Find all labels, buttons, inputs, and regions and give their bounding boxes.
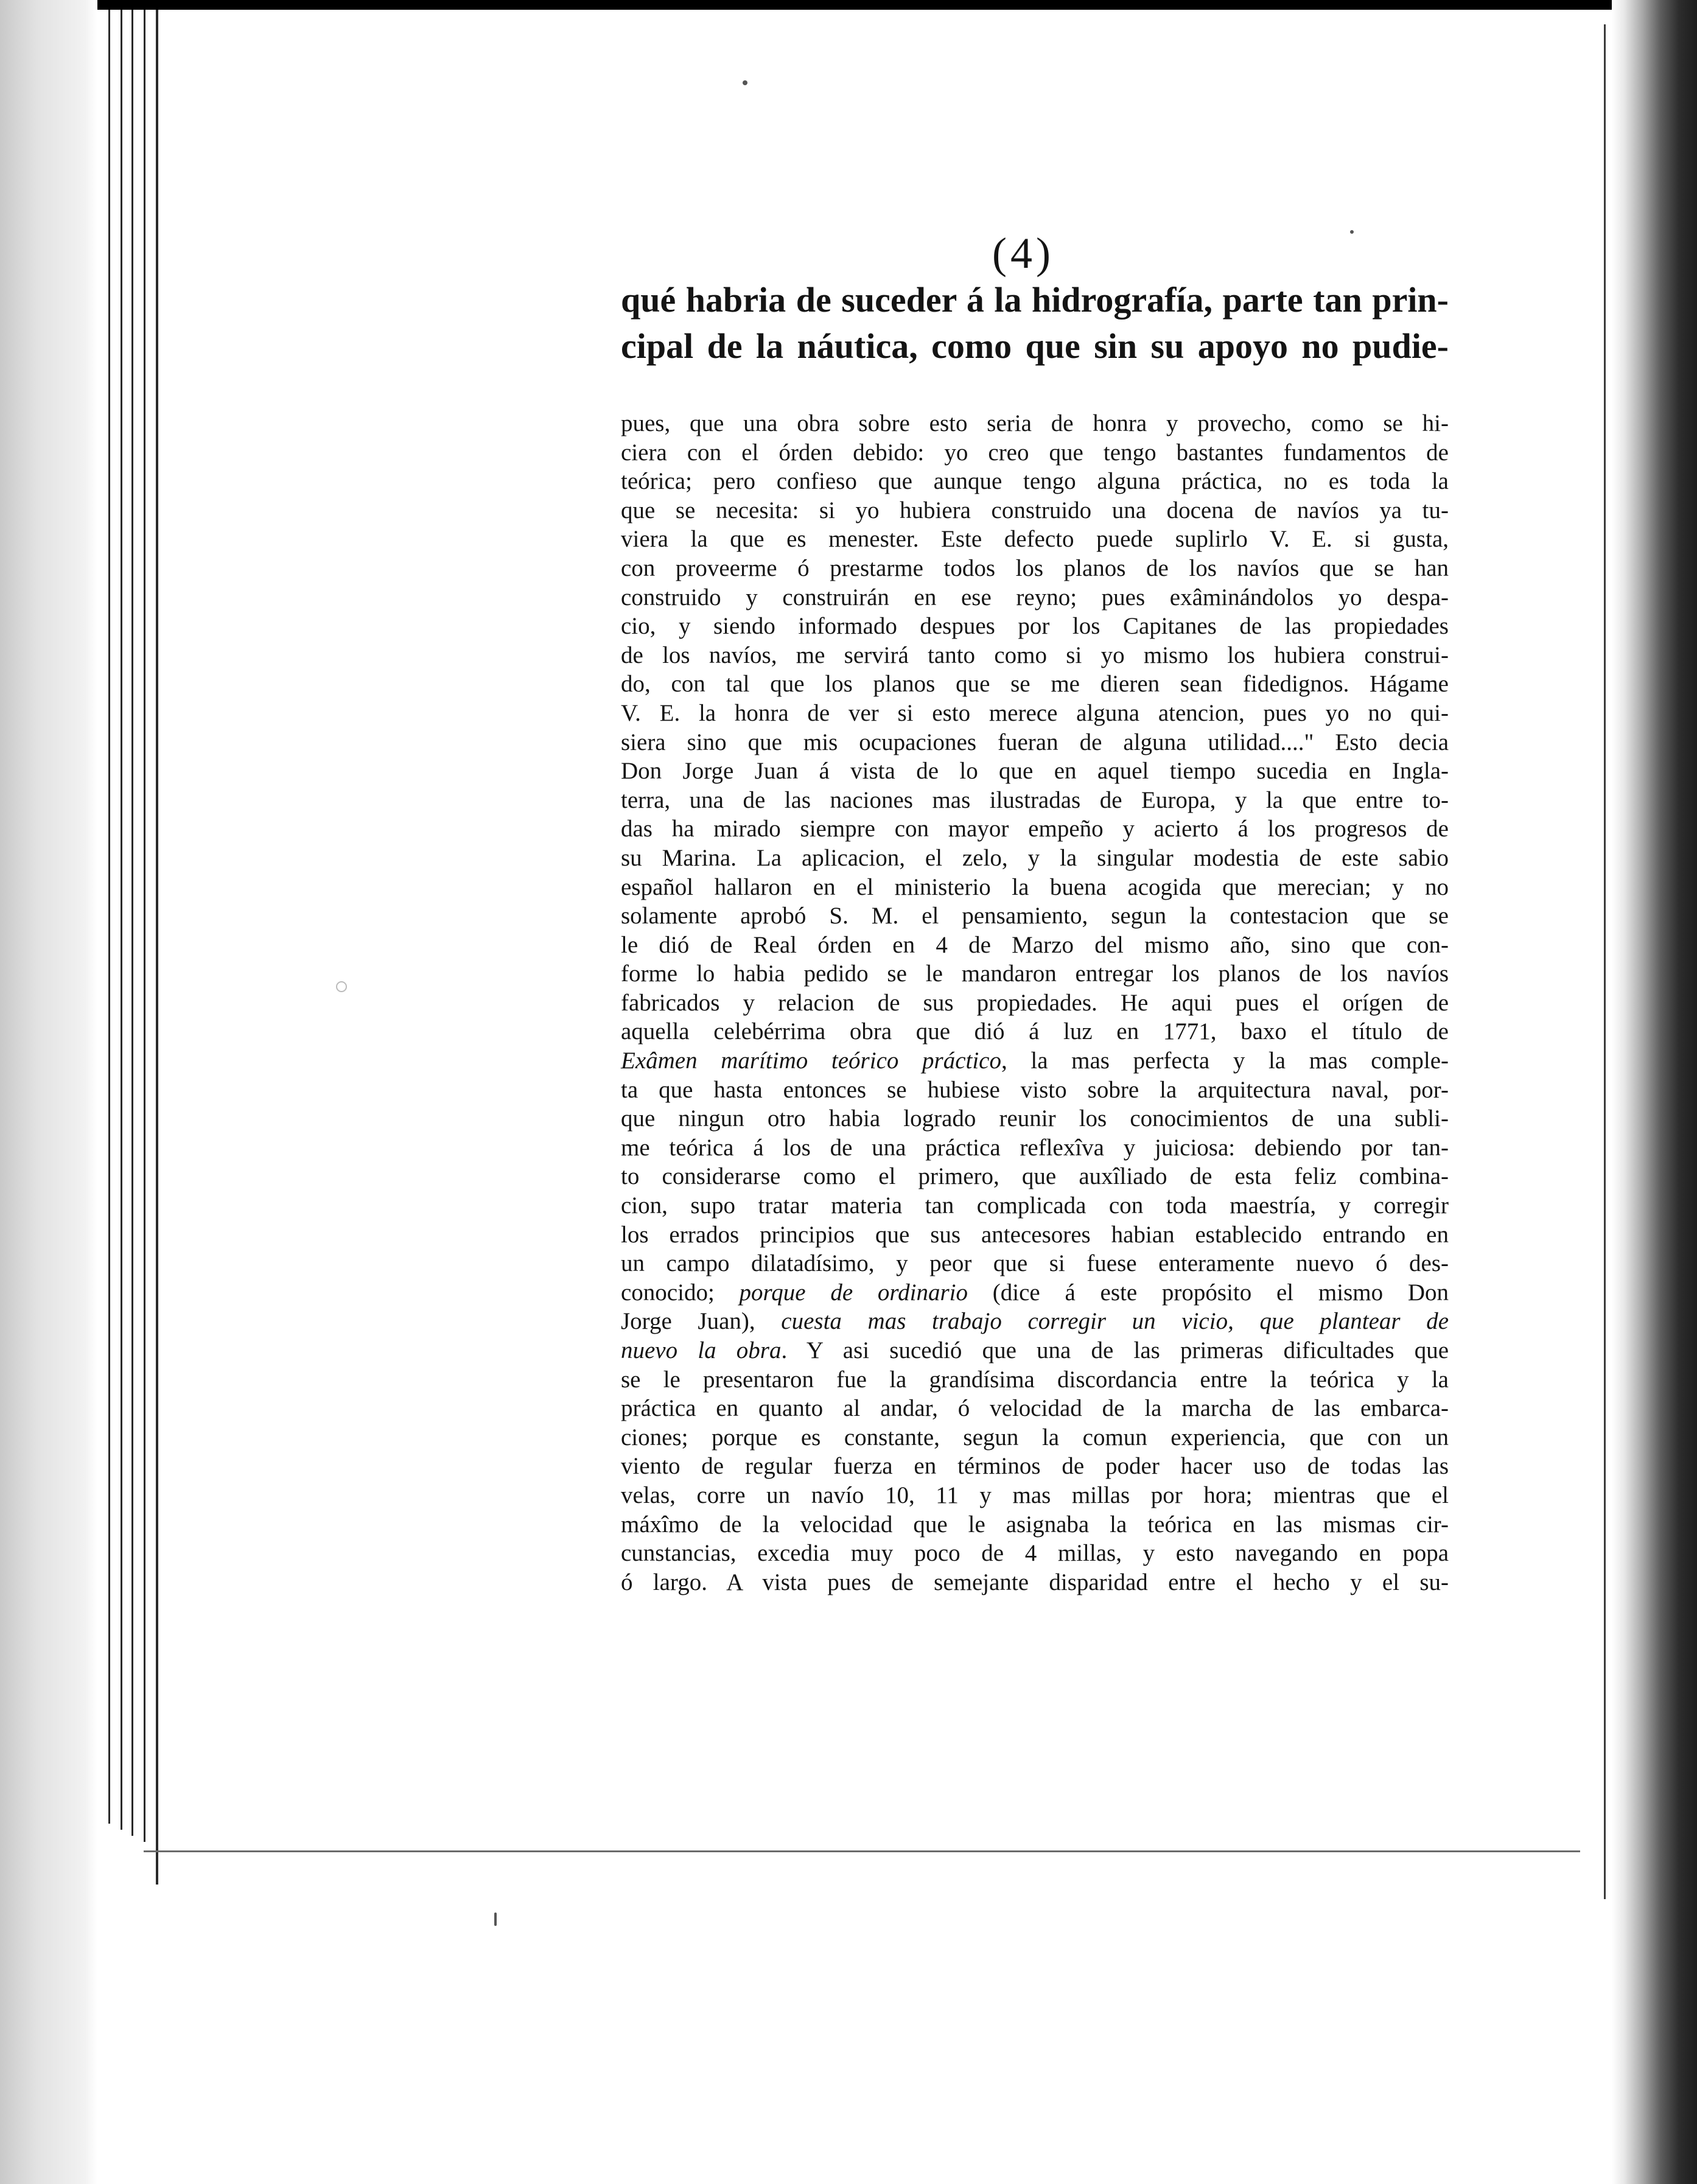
text-line bbox=[621, 670, 1449, 699]
text-segment: cion, supo tratar materia tan complicada con toda maestría, y corregir bbox=[621, 1192, 1449, 1219]
scan-left-margin bbox=[0, 0, 97, 2184]
text-segment: teórica; pero confieso que aunque tengo alguna práctica, no es toda la bbox=[621, 468, 1449, 495]
text-line bbox=[621, 873, 1449, 902]
text-line bbox=[621, 959, 1449, 989]
text-segment: viera la que es menester. Este defecto puede suplirlo V. E. si gusta, bbox=[621, 526, 1449, 553]
text-segment: (dice á este propósito el mismo Don bbox=[968, 1279, 1449, 1306]
text-segment: ciera con el órden debido: yo creo que tengo bastantes fundamentos de bbox=[621, 439, 1449, 466]
text-line bbox=[621, 1133, 1449, 1163]
text-segment: de los navíos, me servirá tanto como si yo mismo los hubiera construi- bbox=[621, 642, 1449, 668]
text-segment: los errados principios que sus antecesores habian establecido entrando en bbox=[621, 1221, 1449, 1248]
text-segment: ó largo. A vista pues de semejante disparidad entre el hecho y el su- bbox=[621, 1569, 1449, 1595]
text-line bbox=[621, 1307, 1449, 1336]
heading-line: qué habria de suceder á la hidrografía, parte tan prin- bbox=[621, 280, 1449, 320]
text-segment: siera sino que mis ocupaciones fueran de alguna utilidad...." Esto decia bbox=[621, 729, 1449, 755]
page-number: (4) bbox=[992, 229, 1054, 278]
heading-block bbox=[621, 277, 1449, 369]
body-text bbox=[621, 409, 1449, 1597]
text-segment: . Y asi sucedió que una de las primeras dificultades que bbox=[781, 1337, 1449, 1363]
text-line bbox=[621, 757, 1449, 786]
text-segment: máxîmo de la velocidad que le asignaba la teórica en las mismas cir- bbox=[621, 1511, 1449, 1538]
text-line bbox=[621, 612, 1449, 641]
italic-text: porque de ordinario bbox=[739, 1279, 968, 1306]
text-segment: se le presentaron fue la grandísima discordancia entre la teórica y la bbox=[621, 1366, 1449, 1393]
text-segment: le dió de Real órden en 4 de Marzo del mismo año, sino que con- bbox=[621, 931, 1449, 958]
text-line bbox=[621, 1336, 1449, 1365]
text-line bbox=[621, 438, 1449, 467]
text-segment: ciones; porque es constante, segun la comun experiencia, que con un bbox=[621, 1424, 1449, 1451]
text-line bbox=[621, 1510, 1449, 1539]
text-line bbox=[621, 844, 1449, 873]
book-bottom-edge bbox=[144, 1850, 1580, 1852]
book-page-edge bbox=[108, 10, 110, 1824]
book-right-edge bbox=[1604, 24, 1606, 1899]
text-segment: aquella celebérrima obra que dió á luz en 1771, baxo el título de bbox=[621, 1018, 1449, 1045]
ink-speck bbox=[1350, 230, 1354, 234]
text-line bbox=[621, 583, 1449, 612]
scan-top-border bbox=[0, 0, 1697, 10]
text-segment: cio, y siendo informado despues por los Capitanes de las propiedades bbox=[621, 613, 1449, 640]
text-line bbox=[621, 1394, 1449, 1423]
text-line bbox=[621, 1365, 1449, 1395]
text-line bbox=[621, 1539, 1449, 1568]
text-line bbox=[621, 496, 1449, 525]
text-line bbox=[621, 1452, 1449, 1481]
text-segment: Jorge Juan), bbox=[621, 1308, 782, 1335]
ink-speck bbox=[494, 1913, 497, 1926]
text-line bbox=[621, 1423, 1449, 1452]
text-segment: que se necesita: si yo hubiera construido una docena de navíos ya tu- bbox=[621, 497, 1449, 523]
text-line bbox=[621, 1017, 1449, 1046]
ink-speck bbox=[743, 80, 747, 85]
text-segment: viento de regular fuerza en términos de poder hacer uso de todas las bbox=[621, 1453, 1449, 1480]
text-segment: terra, una de las naciones mas ilustradas de Europa, y la que entre to- bbox=[621, 786, 1449, 813]
margin-mark bbox=[336, 981, 347, 992]
text-line bbox=[621, 1076, 1449, 1105]
text-segment: su Marina. La aplicacion, el zelo, y la singular modestia de este sabio bbox=[621, 844, 1449, 871]
text-segment: con proveerme ó prestarme todos los planos de los navíos que se han bbox=[621, 555, 1449, 581]
text-segment: forme lo habia pedido se le mandaron entregar los planos de los navíos bbox=[621, 961, 1449, 987]
text-line bbox=[621, 1568, 1449, 1597]
text-line bbox=[621, 1104, 1449, 1133]
text-segment: solamente aprobó S. M. el pensamiento, segun la contestacion que se bbox=[621, 903, 1449, 929]
text-segment: ta que hasta entonces se hubiese visto sobre la arquitectura naval, por- bbox=[621, 1076, 1449, 1103]
text-segment: Don Jorge Juan á vista de lo que en aquel tiempo sucedia en Ingla- bbox=[621, 758, 1449, 785]
text-segment: práctica en quanto al andar, ó velocidad de la marcha de las embarca- bbox=[621, 1395, 1449, 1422]
text-segment: un campo dilatadísimo, y peor que si fuese enteramente nuevo ó des- bbox=[621, 1250, 1449, 1277]
text-line bbox=[621, 901, 1449, 931]
text-segment: to considerarse como el primero, que auxîliado de esta feliz combina- bbox=[621, 1163, 1449, 1190]
text-segment: fabricados y relacion de sus propiedades. He aqui pues el orígen de bbox=[621, 989, 1449, 1016]
book-page-edge bbox=[156, 10, 158, 1885]
text-line bbox=[621, 699, 1449, 728]
text-line bbox=[621, 1278, 1449, 1307]
text-segment: das ha mirado siempre con mayor empeño y acierto á los progresos de bbox=[621, 816, 1449, 842]
text-line bbox=[621, 1046, 1449, 1076]
text-segment: velas, corre un navío 10, 11 y mas millas por hora; mientras que el bbox=[621, 1482, 1449, 1508]
text-line bbox=[621, 1249, 1449, 1278]
text-line bbox=[621, 554, 1449, 583]
book-page-edge bbox=[131, 10, 133, 1836]
text-segment: conocido; bbox=[621, 1279, 740, 1306]
italic-text: Exâmen marítimo teórico práctico bbox=[621, 1048, 1001, 1074]
text-line bbox=[621, 786, 1449, 815]
text-line bbox=[621, 931, 1449, 960]
text-line bbox=[621, 989, 1449, 1018]
text-segment: que ningun otro habia logrado reunir los conocimientos de una subli- bbox=[621, 1105, 1449, 1132]
text-line bbox=[621, 1220, 1449, 1250]
text-segment: cunstancias, excedia muy poco de 4 millas, y esto navegando en popa bbox=[621, 1540, 1449, 1567]
heading-line: cipal de la náutica, como que sin su apoyo no pudie- bbox=[621, 326, 1449, 366]
text-segment: V. E. la honra de ver si esto merece alguna atencion, pues yo no qui- bbox=[621, 699, 1449, 726]
text-line bbox=[621, 1191, 1449, 1220]
italic-text: cuesta mas trabajo corregir un vicio, que plantear de bbox=[781, 1308, 1449, 1335]
text-segment: español hallaron en el ministerio la buena acogida que merecian; y no bbox=[621, 873, 1449, 900]
scan-right-margin bbox=[1612, 0, 1697, 2184]
text-segment: construido y construirán en ese reyno; pues exâminándolos yo despa- bbox=[621, 584, 1449, 611]
italic-text: nuevo la obra bbox=[621, 1337, 782, 1363]
text-line bbox=[621, 641, 1449, 670]
book-page-edge bbox=[144, 10, 145, 1842]
text-line bbox=[621, 467, 1449, 496]
text-segment: do, con tal que los planos que se me dieren sean fidedignos. Hágame bbox=[621, 671, 1449, 698]
text-segment: , la mas perfecta y la mas comple- bbox=[1001, 1048, 1449, 1074]
text-segment: me teórica á los de una práctica reflexîva y juiciosa: debiendo por tan- bbox=[621, 1134, 1449, 1161]
text-line bbox=[621, 409, 1449, 438]
text-line bbox=[621, 728, 1449, 757]
text-line bbox=[621, 1162, 1449, 1191]
book-page-edge bbox=[121, 10, 122, 1830]
text-segment: pues, que una obra sobre esto seria de honra y provecho, como se hi- bbox=[621, 410, 1449, 436]
text-line bbox=[621, 1481, 1449, 1510]
text-line bbox=[621, 525, 1449, 554]
text-line bbox=[621, 814, 1449, 844]
